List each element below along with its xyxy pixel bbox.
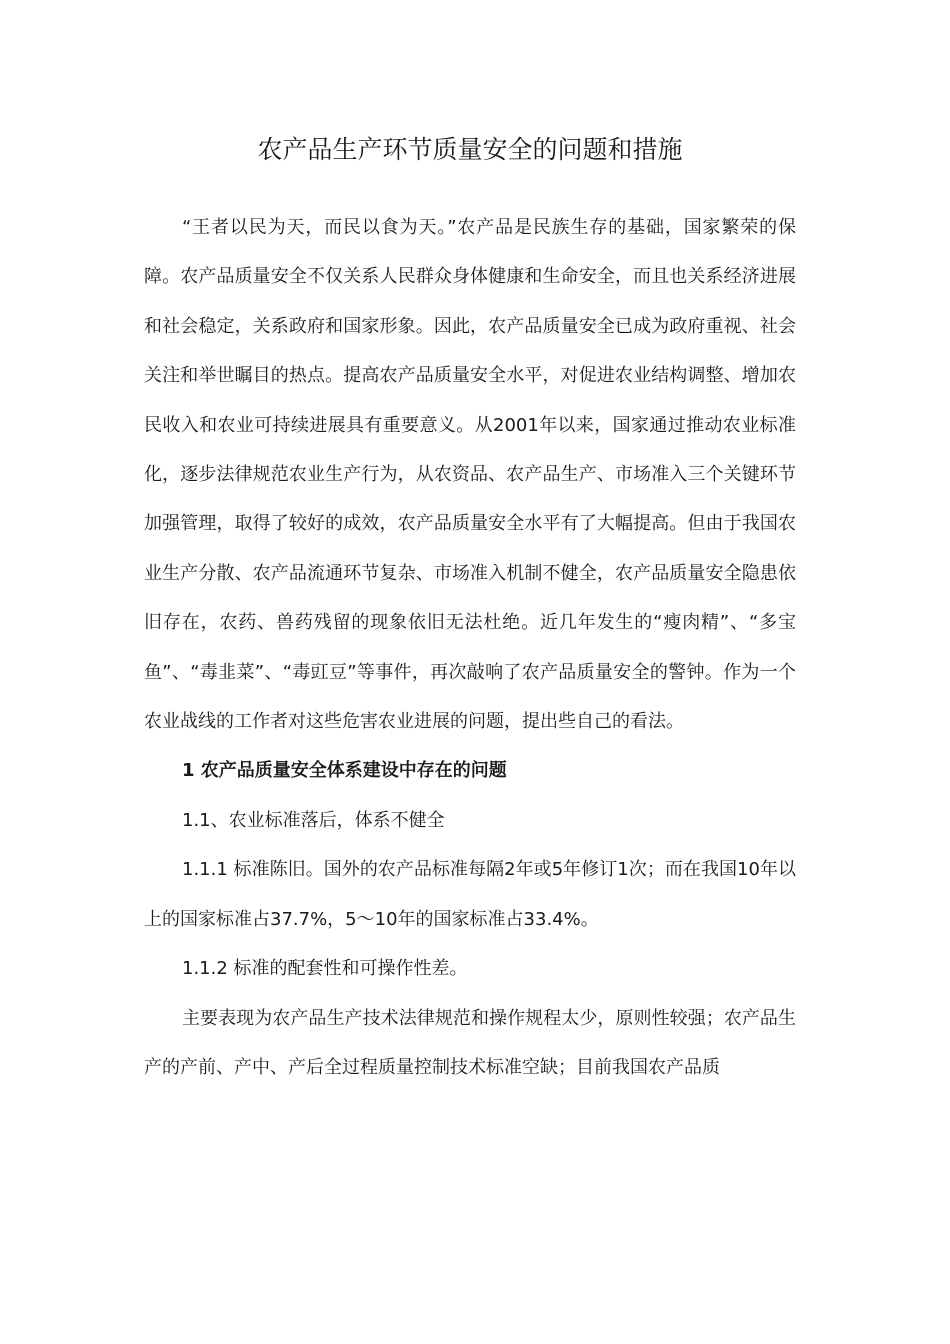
paragraph-main-issues: 主要表现为农产品生产技术法律规范和操作规程太少，原则性较强；农产品生产的产前、产中、产后全过程质量控制技术标准空缺；目前我国农产品质 (144, 1007, 796, 1078)
document-title: 农产品生产环节质量安全的问题和措施 (257, 135, 683, 164)
section-heading-1: 1 农产品质量安全体系建设中存在的问题 (182, 760, 507, 782)
paragraph-1-1-2: 1.1.2 标准的配套性和可操作性差。 (182, 958, 468, 980)
intro-paragraph: “王者以民为天，而民以食为天。”农产品是民族生存的基础，国家繁荣的保障。农产品质量安全不仅关系人民群众身体健康和生命安全，而且也关系经济进展和社会稳定，关系政府和国家形象。因此，农产品质量安全已成为政府重视、社会关注和举世瞩目的热点。提高农产品质量安全水平，对促进农业结构调整、增加农民收入和农业可持续进展具有重要意义。从2001年以来，国家通过推动农业标准化，逐步法律规范农业生产行为，从农资品、农产品生产、市场准入三个关键环节加强管理，取得了较好的成效，农产品质量安全水平有了大幅提高。但由于我国农业生产分散、农产品流通环节复杂、市场准入机制不健全，农产品质量安全隐患依旧存在，农药、兽药残留的现象依旧无法杜绝。近几年发生的“瘦肉精”、“多宝鱼”、“毒韭菜”、“毒豇豆”等事件，再次敲响了农产品质量安全的警钟。作为一个农业战线的工作者对这些危害农业进展的问题，提出些自己的看法。 (144, 217, 796, 733)
paragraph-1-1-1: 1.1.1 标准陈旧。国外的农产品标准每隔2年或5年修订1次；而在我国10年以上的国家标准占37.7%，5～10年的国家标准占33.4%。 (144, 859, 796, 930)
document-body (144, 203, 796, 1092)
subsection-heading-1-1: 1.1、农业标准落后，体系不健全 (182, 809, 445, 831)
